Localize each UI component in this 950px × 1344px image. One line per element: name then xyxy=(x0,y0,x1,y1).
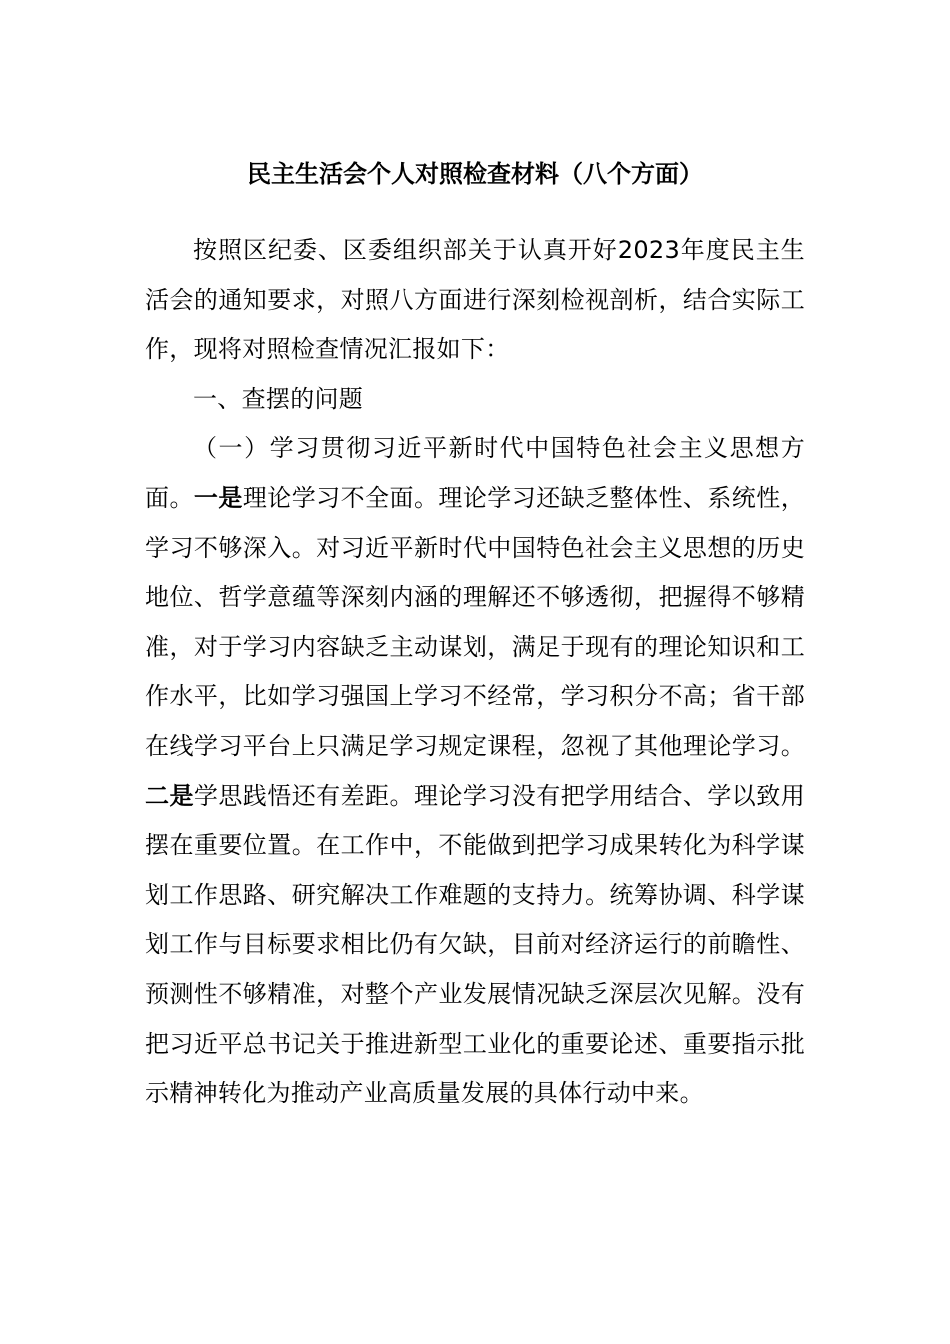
point-2-lead: 二是 xyxy=(145,781,194,810)
section-heading: 一、查摆的问题 xyxy=(193,384,364,413)
point-1-lead: 一是 xyxy=(193,483,243,512)
point-2-text: 学思践悟还有差距。理论学习没有把学用结合、学以致用摆在重要位置。在工作中，不能做到把学习成果转化为科学谋划工作思路、研究解决工作难题的支持力。统筹协调、科学谋划工作与目标要求相比仍有欠缺，目前对经济运行的前瞻性、预测性不够精准，对整个产业发展情况缺乏深层次见解。没有把习近平总书记关于推进新型工业化的重要论述、重要指示批示精神转化为推动产业高质量发展的具体行动中来。 xyxy=(145,781,805,1108)
document-title: 民主生活会个人对照检查材料（八个方面） xyxy=(247,160,703,188)
intro-paragraph: 按照区纪委、区委组织部关于认真开好2023年度民主生活会的通知要求，对照八方面进行深刻检视剖析，结合实际工作，现将对照检查情况汇报如下： xyxy=(145,236,805,364)
point-1-text: 理论学习不全面。理论学习还缺乏整体性、系统性，学习不够深入。对习近平新时代中国特色社会主义思想的历史地位、哲学意蕴等深刻内涵的理解还不够透彻，把握得不够精准，对于学习内容缺乏主动谋划，满足于现有的理论知识和工作水平，比如学习强国上学习不经常，学习积分不高；省干部在线学习平台上只满足学习规定课程，忽视了其他理论学习。 xyxy=(145,483,805,760)
subsection-heading: （一）学习贯彻习近平新时代中国特色社会主义思想方面。 xyxy=(145,434,805,512)
subsection-paragraph xyxy=(145,424,805,1118)
document-body xyxy=(145,226,805,1119)
